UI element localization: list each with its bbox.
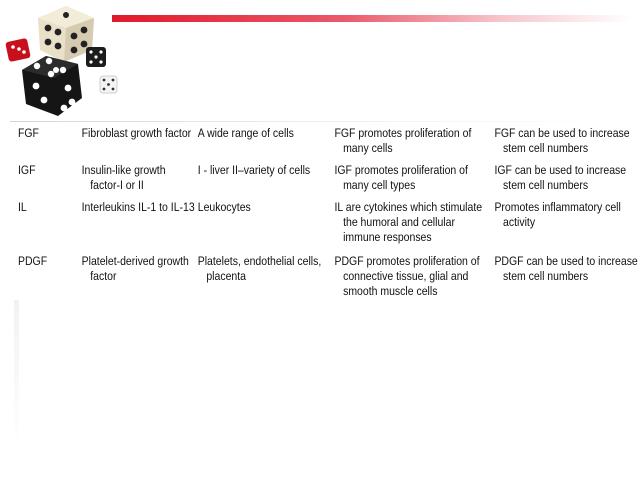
source-cell: I - liver II–variety of cells — [197, 163, 311, 177]
source-cell: A wide range of cells — [197, 126, 294, 140]
use-cell: FGF can be used to increase stem cell numbers — [494, 126, 630, 155]
source-cell: Platelets, endothelial cells, placenta — [197, 254, 322, 283]
dice-illustration — [0, 0, 130, 122]
small-white-die-icon — [100, 76, 117, 93]
abbreviation-cell: FGF — [18, 126, 39, 140]
abbreviation-cell: IGF — [18, 163, 36, 177]
function-cell: IL are cytokines which stimulate the humoral and cellular immune responses — [334, 200, 483, 244]
name-cell: Platelet-derived growth factor — [81, 254, 189, 283]
function-cell: PDGF promotes proliferation of connective tissue, glial and smooth muscle cells — [334, 254, 480, 298]
decorative-title-bar — [112, 15, 632, 22]
name-cell: Fibroblast growth factor — [81, 126, 192, 140]
use-cell: PDGF can be used to increase stem cell numbers — [494, 254, 638, 283]
abbreviation-cell: PDGF — [18, 254, 48, 268]
black-die-icon — [22, 56, 82, 116]
function-cell: FGF promotes proliferation of many cells — [334, 126, 472, 155]
use-cell: Promotes inflammatory cell activity — [494, 200, 621, 229]
small-black-die-icon — [86, 47, 106, 67]
source-cell: Leukocytes — [197, 200, 251, 214]
name-cell: Interleukins IL-1 to IL-13 — [81, 200, 195, 214]
red-die-icon — [5, 38, 31, 62]
abbreviation-cell: IL — [18, 200, 27, 214]
function-cell: IGF promotes proliferation of many cell types — [334, 163, 468, 192]
side-shade — [14, 300, 19, 450]
use-cell: IGF can be used to increase stem cell numbers — [494, 163, 627, 192]
cream-die-icon — [38, 6, 94, 62]
name-cell: Insulin-like growth factor-I or II — [81, 163, 166, 192]
